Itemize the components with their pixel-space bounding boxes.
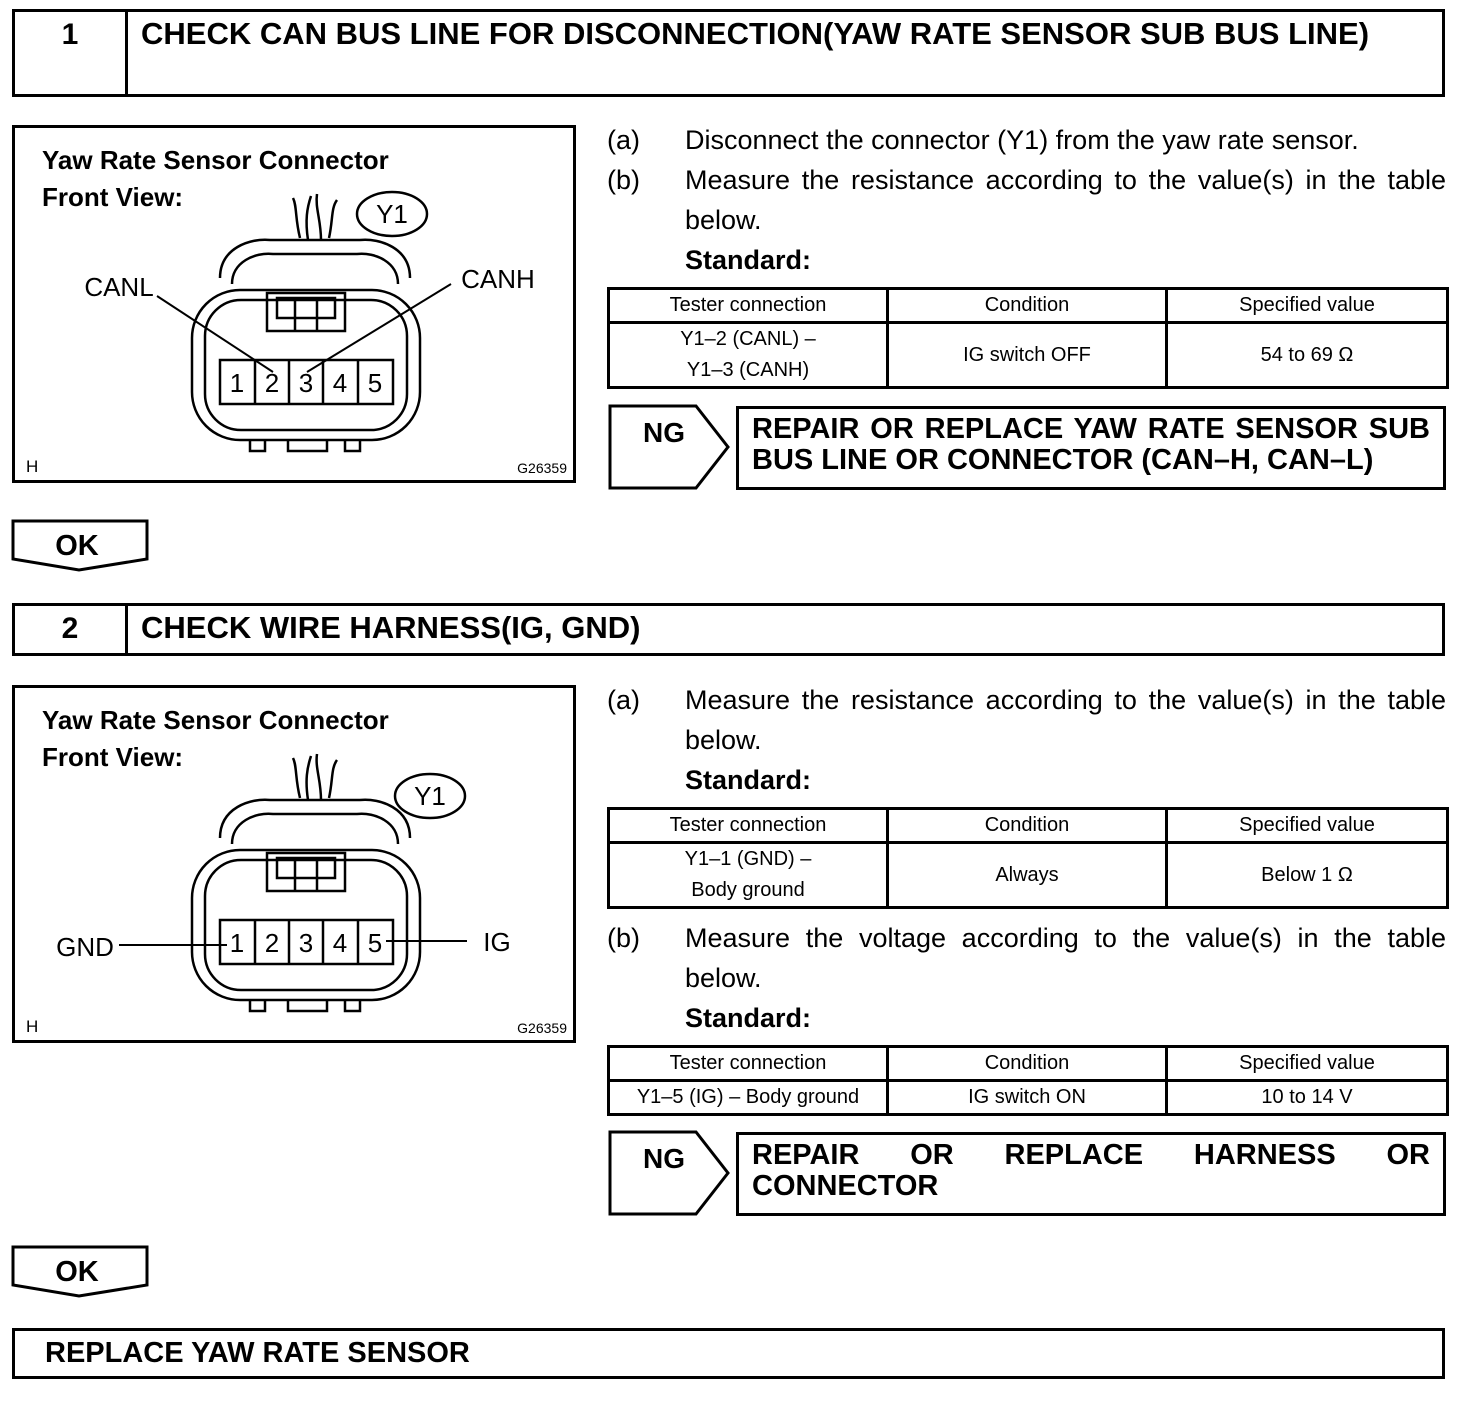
step-2-ok-arrow (11, 1245, 151, 1299)
step-2-figure (12, 685, 576, 1043)
cell-connection: Y1–1 (GND) – Body ground (609, 843, 888, 908)
header-tester-connection: Tester connection (609, 289, 888, 323)
step-2-header (12, 603, 1445, 656)
connector-id-label: Y1 (376, 199, 408, 229)
table-row (609, 843, 1448, 908)
step-1-ng-arrow (608, 404, 732, 490)
header-specified-value: Specified value (1167, 809, 1448, 843)
step-1-instructions (607, 120, 1446, 280)
table-header-row (609, 1047, 1448, 1081)
figure-code: G26359 (517, 460, 567, 476)
header-specified-value: Specified value (1167, 289, 1448, 323)
pin-5: 5 (367, 368, 383, 398)
pin-5: 5 (367, 928, 383, 958)
table-header-row (609, 289, 1448, 323)
instruction-a: (a) Disconnect the connector (Y1) from the yaw rate sensor. (607, 125, 1359, 155)
step-1-number: 1 (15, 12, 128, 94)
standard-label: Standard: (685, 1003, 812, 1033)
step-2-spec-table-a (607, 807, 1449, 909)
cell-condition: Always (888, 843, 1167, 908)
pin-2: 2 (264, 928, 280, 958)
ok-label: OK (55, 530, 99, 562)
gnd-label: GND (56, 932, 114, 962)
ng-tag: NG (643, 1143, 685, 1174)
standard-label: Standard: (685, 245, 812, 275)
table-header-row (609, 809, 1448, 843)
canh-label: CANH (461, 264, 535, 294)
step-1-ng-action: REPAIR OR REPLACE YAW RATE SENSOR SUB BUS LINE OR CONNECTOR (CAN–H, CAN–L) (736, 406, 1446, 490)
canl-label: CANL (84, 272, 154, 302)
step-2-spec-table-b (607, 1045, 1449, 1116)
header-condition: Condition (888, 1047, 1167, 1081)
figure-subtitle: Front View: (42, 182, 184, 212)
cell-connection: Y1–2 (CANL) – Y1–3 (CANH) (609, 323, 888, 388)
table-row (609, 323, 1448, 388)
header-condition: Condition (888, 809, 1167, 843)
step-2-ng-arrow (608, 1130, 732, 1216)
step-1-ok-arrow (11, 519, 151, 573)
step-2-number: 2 (15, 606, 128, 653)
pin-4: 4 (332, 368, 348, 398)
pin-2: 2 (264, 368, 280, 398)
step-1-header (12, 9, 1445, 97)
cell-value: Below 1 Ω (1167, 843, 1448, 908)
pin-3: 3 (298, 928, 314, 958)
connector-diagram (15, 128, 573, 480)
figure-title: Yaw Rate Sensor Connector (42, 705, 389, 735)
ng-tag: NG (643, 417, 685, 448)
cell-condition: IG switch OFF (888, 323, 1167, 388)
step-2-title: CHECK WIRE HARNESS(IG, GND) (141, 610, 641, 645)
step-2-instruction-b: (b) Measure the voltage according to the value(s) in the table below. Standard: (607, 918, 1446, 1038)
table-row (609, 1081, 1448, 1115)
pin-1: 1 (229, 368, 245, 398)
header-condition: Condition (888, 289, 1167, 323)
cell-value: 54 to 69 Ω (1167, 323, 1448, 388)
instruction-b: (b) Measure the resistance according to the value(s) in the table below. (607, 165, 1446, 235)
header-tester-connection: Tester connection (609, 809, 888, 843)
step-1-title: CHECK CAN BUS LINE FOR DISCONNECTION(YAW RATE SENSOR SUB BUS LINE) (141, 16, 1370, 51)
figure-corner-mark: H (26, 457, 39, 476)
figure-title: Yaw Rate Sensor Connector (42, 145, 389, 175)
step-1-spec-table (607, 287, 1449, 389)
header-tester-connection: Tester connection (609, 1047, 888, 1081)
step-2-instruction-a: (a) Measure the resistance according to the value(s) in the table below. Standard: (607, 680, 1446, 800)
header-specified-value: Specified value (1167, 1047, 1448, 1081)
cell-condition: IG switch ON (888, 1081, 1167, 1115)
connector-diagram (15, 688, 573, 1040)
cell-value: 10 to 14 V (1167, 1081, 1448, 1115)
step-2-ng-action: REPAIR OR REPLACE HARNESS OR CONNECTOR (736, 1132, 1446, 1216)
standard-label: Standard: (685, 765, 812, 795)
figure-subtitle: Front View: (42, 742, 184, 772)
pin-1: 1 (229, 928, 245, 958)
step-1-figure (12, 125, 576, 483)
connector-id-label: Y1 (414, 781, 446, 811)
pin-4: 4 (332, 928, 348, 958)
final-action: REPLACE YAW RATE SENSOR (12, 1328, 1445, 1379)
figure-code: G26359 (517, 1020, 567, 1036)
cell-connection: Y1–5 (IG) – Body ground (609, 1081, 888, 1115)
pin-3: 3 (298, 368, 314, 398)
figure-corner-mark: H (26, 1017, 39, 1036)
ig-label: IG (483, 927, 511, 957)
ok-label: OK (55, 1256, 99, 1288)
